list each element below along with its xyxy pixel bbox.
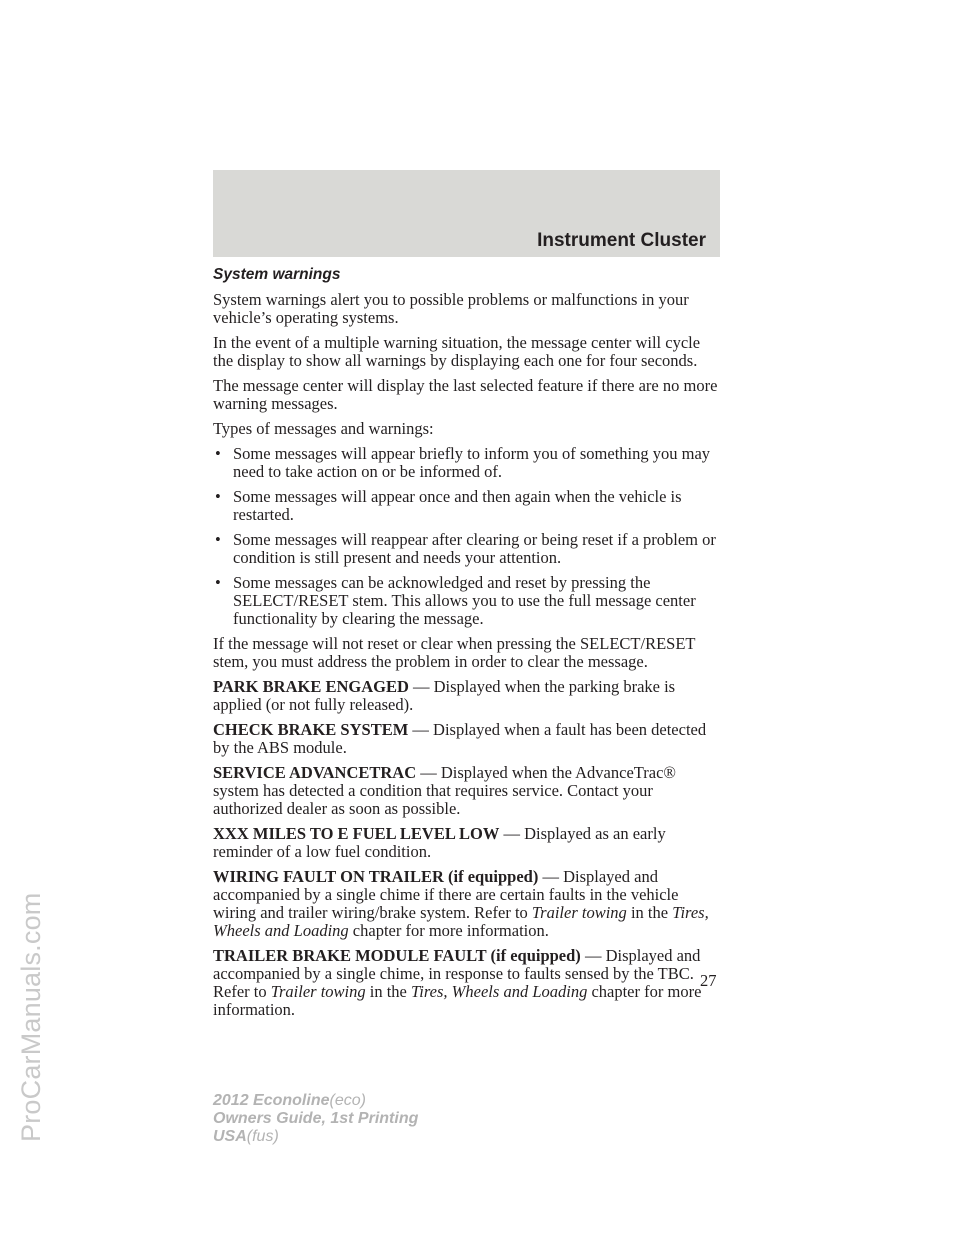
message-term: CHECK BRAKE SYSTEM — [213, 720, 409, 739]
footer-line-region: USA(fus) — [213, 1128, 279, 1145]
cross-reference: Trailer towing — [270, 982, 366, 1001]
bullet-icon: • — [215, 573, 221, 592]
message-service-advancetrac: SERVICE ADVANCETRAC — Displayed when the AdvanceTrac® system has detected a condition that requires service. Contact your authorized dealer as soon as possible. — [213, 763, 676, 818]
footer — [213, 1092, 418, 1146]
cross-reference: Trailer towing — [531, 903, 627, 922]
message-check-brake: CHECK BRAKE SYSTEM — Displayed when a fault has been detected by the ABS module. — [213, 720, 707, 757]
section-title: System warnings — [213, 266, 341, 283]
cross-reference: Tires, Wheels and Loading — [213, 903, 709, 940]
message-wiring-fault: WIRING FAULT ON TRAILER (if equipped) — Displayed and accompanied by a single chime if there are certain faults in the vehicle wiring and trailer wiring/brake system. Refer to Trailer towing in the Tires, Wheels and Loading chapter for more information. — [213, 867, 709, 940]
chapter-title: Instrument Cluster — [537, 230, 706, 251]
message-types-list — [213, 445, 721, 628]
message-term: SERVICE ADVANCETRAC — [213, 763, 417, 782]
footer-line-printing: Owners Guide, 1st Printing — [213, 1110, 419, 1127]
bullet-icon: • — [215, 530, 221, 549]
list-item: • Some messages can be acknowledged and reset by pressing the SELECT/RESET stem. This allows you to use the full message center functionality by clearing the message. — [215, 573, 696, 628]
bullet-icon: • — [215, 487, 221, 506]
message-fuel-low: XXX MILES TO E FUEL LEVEL LOW — Displayed as an early reminder of a low fuel condition. — [213, 824, 666, 861]
list-item: • Some messages will appear once and then again when the vehicle is restarted. — [215, 487, 682, 524]
message-term: TRAILER BRAKE MODULE FAULT (if equipped) — [213, 946, 581, 965]
paragraph-types: Types of messages and warnings: — [213, 419, 434, 438]
watermark: ProCarManuals.com — [16, 892, 46, 1142]
page-content — [213, 266, 721, 1026]
paragraph-reset-note: If the message will not reset or clear when pressing the SELECT/RESET stem, you must address the problem in order to clear the message. — [213, 634, 696, 671]
list-item: • Some messages will appear briefly to inform you of something you may need to take action on or be informed of. — [215, 444, 711, 481]
message-term: WIRING FAULT ON TRAILER (if equipped) — [213, 867, 539, 886]
message-park-brake: PARK BRAKE ENGAGED — Displayed when the parking brake is applied (or not fully released). — [213, 677, 676, 714]
cross-reference: Tires, Wheels and Loading — [411, 982, 588, 1001]
message-term: PARK BRAKE ENGAGED — [213, 677, 409, 696]
chapter-header-band — [213, 170, 720, 257]
paragraph-last-feature: The message center will display the last selected feature if there are no more warning messages. — [213, 376, 718, 413]
paragraph-multiple-warnings: In the event of a multiple warning situation, the message center will cycle the display to show all warnings by displaying each one for four seconds. — [213, 333, 701, 370]
list-item: • Some messages will reappear after clearing or being reset if a problem or condition is still present and needs your attention. — [215, 530, 716, 567]
message-trailer-brake-fault: TRAILER BRAKE MODULE FAULT (if equipped) — Displayed and accompanied by a single chime, in response to faults sensed by the TBC. Refer to Trailer towing in the Tires, Wheels and Loading chapter for more information. — [213, 946, 702, 1019]
page-number: 27 — [700, 971, 717, 990]
footer-line-model: 2012 Econoline(eco) — [213, 1092, 366, 1109]
message-term: XXX MILES TO E FUEL LEVEL LOW — [213, 824, 500, 843]
paragraph-intro: System warnings alert you to possible problems or malfunctions in your vehicle’s operating systems. — [213, 290, 689, 327]
bullet-icon: • — [215, 444, 221, 463]
